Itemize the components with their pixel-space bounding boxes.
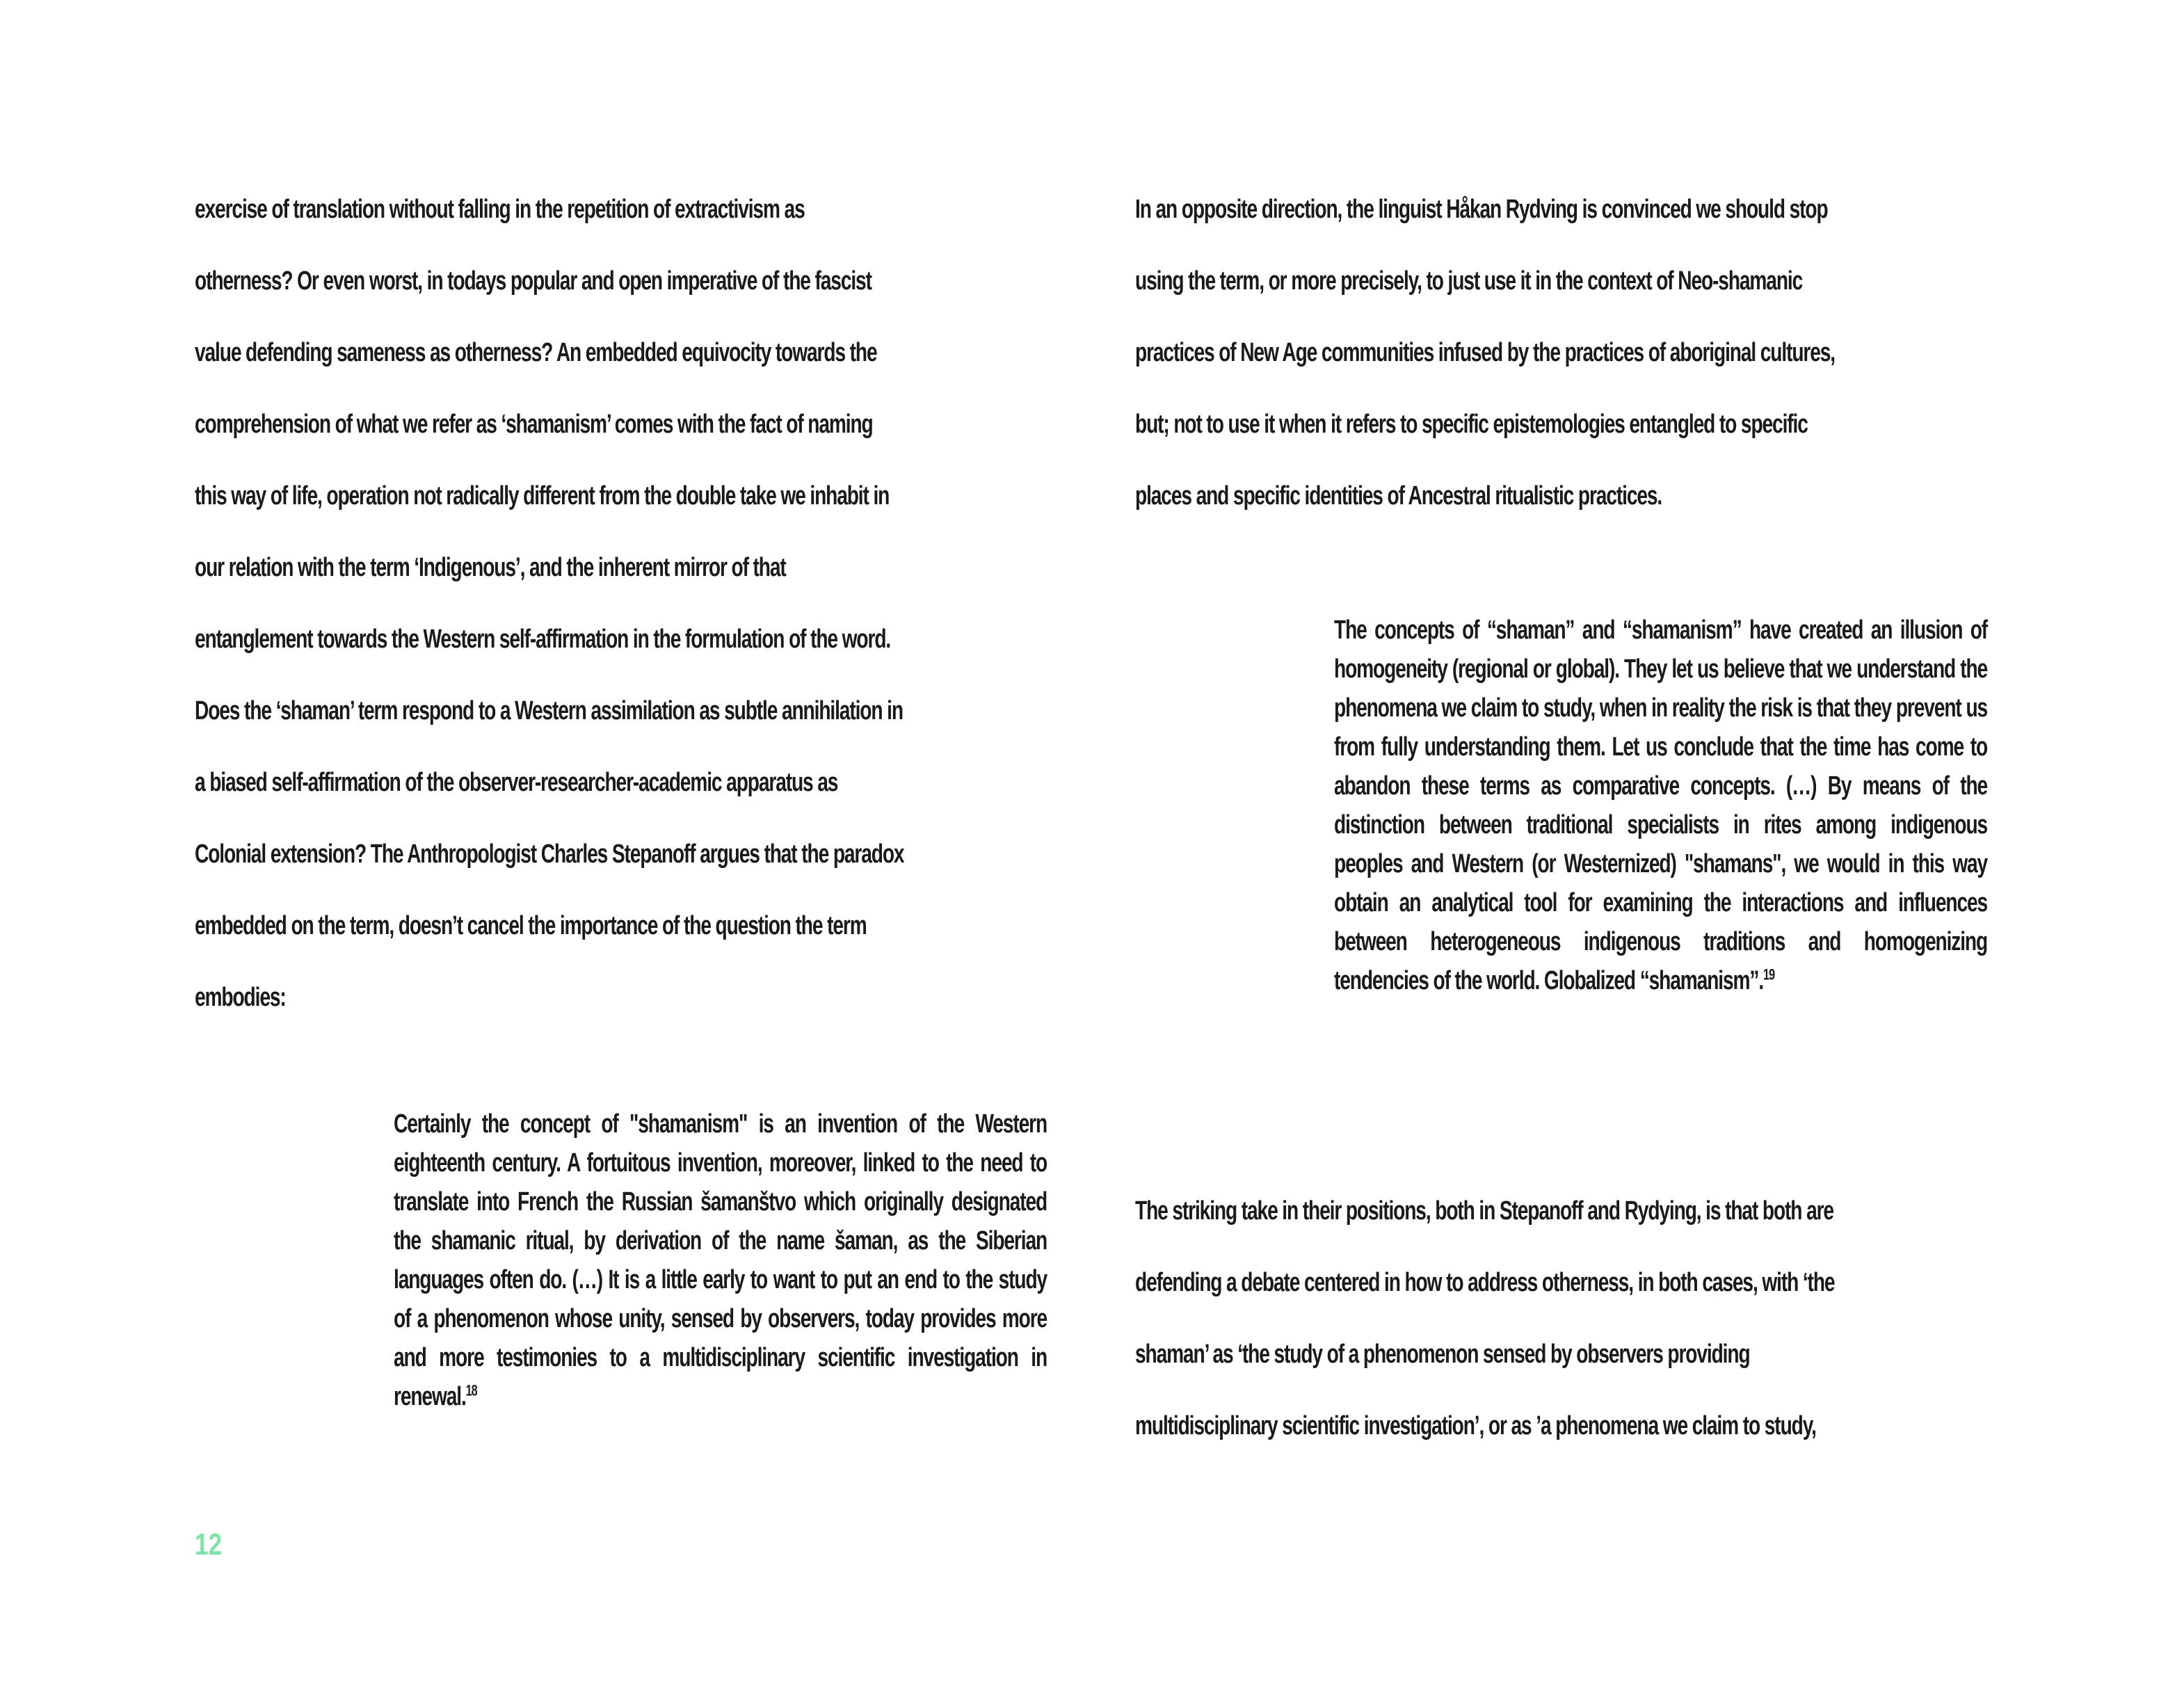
text-line: multidisciplinary scientific investigation’, or as ’a phenomena we claim to study, [1135,1411,1816,1440]
text-line: The striking take in their positions, both in Stepanoff and Rydying, is that both are [1135,1196,1833,1226]
footnote-marker: 18 [465,1381,477,1399]
text-line: embedded on the term, doesn’t cancel the importance of the question the term [195,911,867,940]
text-line: places and specific identities of Ancestral ritualistic practices. [1135,481,1662,511]
block-quote-stepanoff [394,1105,1047,1416]
text-line: value defending sameness as otherness? An embedded equivocity towards the [195,338,877,367]
text-line: Colonial extension? The Anthropologist Charles Stepanoff argues that the paradox [195,840,904,869]
text-line: practices of New Age communities infused by the practices of aboriginal cultures, [1135,338,1835,367]
right-column-text-continued [1135,1175,1991,1462]
text-line: In an opposite direction, the linguist Håkan Rydving is convinced we should stop [1135,195,1828,224]
text-line: this way of life, operation not radically different from the double take we inhabit in [195,481,890,511]
block-quote-text [1334,611,1987,1000]
text-line: a biased self-affirmation of the observer-researcher-academic apparatus as [195,768,838,797]
left-column-text [195,174,1071,1034]
quote-body: Certainly the concept of "shamanism" is an invention of the Western eighteenth century. A fortuitous invention, moreover, linked to the need to translate into French the Russian šamanštvo which originally designated the shamanic ritual, by derivation of the name šaman, as the Siberian languages often do. (…) It is a little early to want to put an end to the study of a phenomenon whose unity, sensed by observers, today provides more and more testimonies to a multidisciplinary scientific investigation in renewal. [394,1109,1047,1411]
text-line: but; not to use it when it refers to specific epistemologies entangled to specific [1135,410,1808,439]
quote-body: The concepts of “shaman” and “shamanism” have created an illusion of homogeneity (regional or global). They let us believe that we understand the phenomena we claim to study, when in reality the risk is that they prevent us from fully understanding them. Let us conclude that the time has come to abandon these terms as comparative concepts. (…) By means of the distinction between traditional specialists in rites among indigenous peoples and Western (or Westernized) "shamans", we would in this way obtain an analytical tool for examining the interactions and influences between heterogeneous indigenous traditions and homogenizing tendencies of the world. Globalized “shamanism”. [1334,616,1988,995]
text-line: exercise of translation without falling in the repetition of extractivism as [195,195,805,224]
text-line: our relation with the term ‘Indigenous’, and the inherent mirror of that [195,553,786,582]
block-quote-text [394,1105,1047,1416]
text-line: shaman’ as ‘the study of a phenomenon sensed by observers providing [1135,1340,1750,1369]
text-line: defending a debate centered in how to address otherness, in both cases, with ‘the [1135,1268,1835,1297]
page-number: 12 [195,1527,223,1561]
footnote-marker: 19 [1763,965,1774,983]
text-line: comprehension of what we refer as ‘shamanism’ comes with the fact of naming [195,410,873,439]
text-line: embodies: [195,983,286,1012]
block-quote-rydving [1334,611,1988,1000]
text-line: Does the ‘shaman’ term respond to a Western assimilation as subtle annihilation in [195,696,903,725]
text-line: otherness? Or even worst, in todays popular and open imperative of the fascist [195,266,872,296]
right-column-text [1135,174,1991,532]
text-line: entanglement towards the Western self-affirmation in the formulation of the word. [195,625,891,654]
text-line: using the term, or more precisely, to just use it in the context of Neo-shamanic [1135,266,1803,296]
